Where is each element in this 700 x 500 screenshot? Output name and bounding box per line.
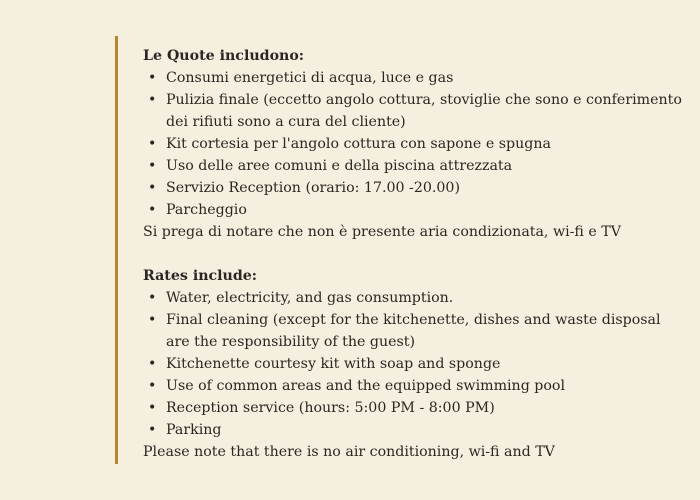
english-note: Please note that there is no air conditioning, wi-fi and TV: [143, 444, 555, 460]
italian-heading: Le Quote includono:: [143, 48, 305, 64]
list-item: • Use of common areas and the equipped swimming pool: [143, 375, 683, 397]
bullet-icon: •: [148, 136, 157, 152]
bullet-icon: •: [148, 202, 157, 218]
list-item: • Servizio Reception (orario: 17.00 -20.00): [143, 177, 683, 199]
list-item: • Water, electricity, and gas consumption.: [143, 287, 683, 309]
bullet-icon: •: [148, 290, 157, 306]
bullet-icon: •: [148, 180, 157, 196]
bullet-icon: •: [148, 378, 157, 394]
list-item: • Kit cortesia per l'angolo cottura con sapone e spugna: [143, 133, 683, 155]
rates-info-panel: [143, 45, 683, 463]
list-item: • Uso delle aree comuni e della piscina attrezzata: [143, 155, 683, 177]
english-section: [143, 265, 683, 463]
italian-note: Si prega di notare che non è presente aria condizionata, wi-fi e TV: [143, 224, 622, 240]
italian-section: [143, 45, 683, 243]
bullet-icon: •: [148, 92, 157, 108]
bullet-icon: •: [148, 158, 157, 174]
bullet-icon: •: [148, 312, 157, 328]
list-item: • Consumi energetici di acqua, luce e gas: [143, 67, 683, 89]
list-item: • Final cleaning (except for the kitchenette, dishes and waste disposal are the responsibility of the guest): [143, 309, 683, 353]
bullet-icon: •: [148, 422, 157, 438]
english-heading: Rates include:: [143, 268, 258, 284]
bullet-icon: •: [148, 70, 157, 86]
list-item: • Reception service (hours: 5:00 PM - 8:00 PM): [143, 397, 683, 419]
english-list: [143, 287, 683, 441]
bullet-icon: •: [148, 356, 157, 372]
section-spacer: [143, 243, 683, 265]
list-item: • Parcheggio: [143, 199, 683, 221]
list-item: • Parking: [143, 419, 683, 441]
bullet-icon: •: [148, 400, 157, 416]
list-item: • Kitchenette courtesy kit with soap and sponge: [143, 353, 683, 375]
list-item: • Pulizia finale (eccetto angolo cottura, stoviglie che sono e conferimento dei rifiuti sono a cura del cliente): [143, 89, 683, 133]
accent-bar: [115, 36, 118, 464]
italian-list: [143, 67, 683, 221]
